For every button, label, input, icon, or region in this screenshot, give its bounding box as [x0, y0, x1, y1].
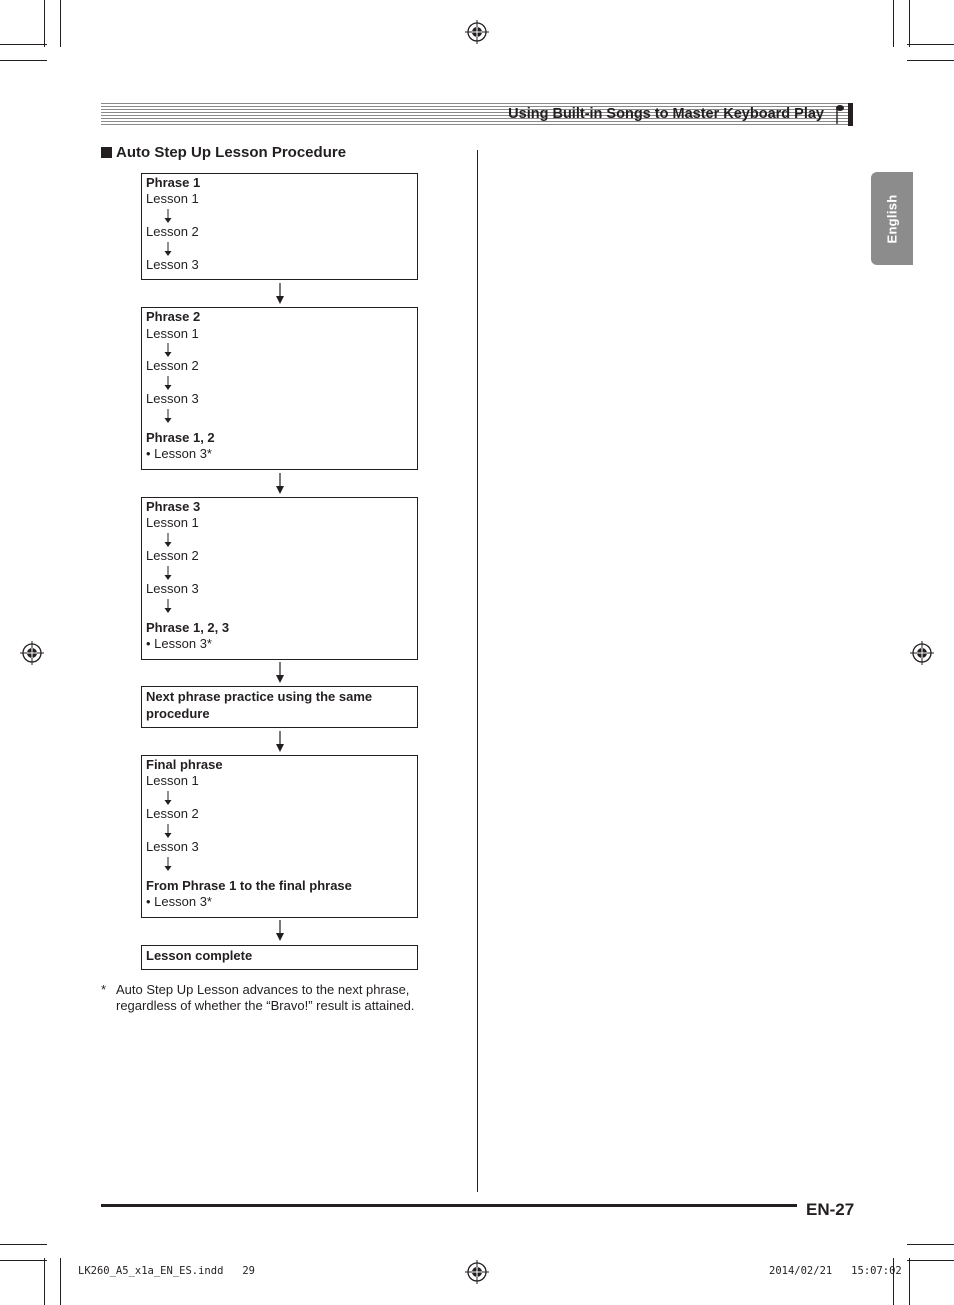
lesson-label: Lesson 2 [146, 806, 199, 821]
down-arrow-icon [162, 532, 174, 548]
running-header-title: Using Built-in Songs to Master Keyboard Play [508, 106, 824, 122]
crop-mark [0, 1260, 47, 1261]
column-divider [477, 150, 478, 1192]
box-subtitle: Phrase 1, 2 [146, 430, 215, 445]
registration-mark-icon [910, 641, 934, 665]
crop-mark [909, 1258, 910, 1305]
footnote-marker: * [101, 982, 107, 997]
crop-mark [0, 60, 47, 61]
lesson-label: Lesson 2 [146, 548, 199, 563]
lesson-label: Lesson 3 [146, 391, 199, 406]
header-end-bar [848, 103, 853, 126]
down-arrow-icon [273, 473, 287, 495]
down-arrow-icon [162, 408, 174, 424]
down-arrow-icon [162, 598, 174, 614]
down-arrow-icon [162, 823, 174, 839]
page-number: EN-27 [806, 1200, 855, 1219]
box-title: Lesson complete [146, 948, 253, 963]
lesson-label: Lesson 3 [146, 839, 199, 854]
section-title-text: Auto Step Up Lesson Procedure [116, 144, 347, 161]
down-arrow-icon [273, 283, 287, 305]
down-arrow-icon [162, 790, 174, 806]
language-tab-label: English [884, 193, 900, 244]
lesson-label: Lesson 3 [146, 257, 199, 272]
down-arrow-icon [162, 565, 174, 581]
box-title: Phrase 1 [146, 175, 201, 190]
language-tab [871, 172, 913, 265]
lesson-label: Lesson 1 [146, 773, 199, 788]
box-title: Phrase 2 [146, 309, 201, 324]
music-note-icon [831, 104, 847, 126]
crop-mark [60, 0, 61, 47]
slug-timestamp: 2014/02/21 15:07:02 [769, 1265, 902, 1277]
crop-mark [60, 1258, 61, 1305]
box-text-line: procedure [146, 706, 210, 721]
lesson-label: Lesson 1 [146, 326, 199, 341]
section-title [101, 144, 346, 162]
box-title: Phrase 3 [146, 499, 201, 514]
crop-mark [907, 1260, 954, 1261]
registration-mark-icon [465, 20, 489, 44]
bullet-item: • Lesson 3* [146, 636, 212, 651]
slug-filename: LK260_A5_x1a_EN_ES.indd 29 [78, 1265, 256, 1277]
square-bullet-icon [101, 147, 112, 158]
down-arrow-icon [162, 375, 174, 391]
box-subtitle: Phrase 1, 2, 3 [146, 620, 230, 635]
box-subtitle: From Phrase 1 to the final phrase [146, 878, 352, 893]
registration-mark-icon [20, 641, 44, 665]
lesson-label: Lesson 1 [146, 515, 199, 530]
lesson-label: Lesson 2 [146, 358, 199, 373]
box-title: Final phrase [146, 757, 223, 772]
down-arrow-icon [273, 662, 287, 684]
down-arrow-icon [162, 208, 174, 224]
footer-rule [101, 1204, 797, 1207]
lesson-label: Lesson 2 [146, 224, 199, 239]
crop-mark [907, 60, 954, 61]
down-arrow-icon [162, 342, 174, 358]
box-text-line: Next phrase practice using the same [146, 689, 373, 704]
crop-mark [893, 0, 894, 47]
crop-mark [44, 0, 45, 47]
crop-mark [909, 0, 910, 47]
down-arrow-icon [273, 920, 287, 942]
bullet-item: • Lesson 3* [146, 446, 212, 461]
down-arrow-icon [273, 731, 287, 753]
crop-mark [907, 1244, 954, 1245]
bullet-item: • Lesson 3* [146, 894, 212, 909]
crop-mark [44, 1258, 45, 1305]
down-arrow-icon [162, 241, 174, 257]
lesson-label: Lesson 1 [146, 191, 199, 206]
crop-mark [0, 44, 47, 45]
footnote-line: regardless of whether the “Bravo!” result is attained. [116, 998, 415, 1013]
crop-mark [0, 1244, 47, 1245]
footnote-line: Auto Step Up Lesson advances to the next phrase, [116, 982, 410, 997]
registration-mark-icon [465, 1260, 489, 1284]
lesson-label: Lesson 3 [146, 581, 199, 596]
down-arrow-icon [162, 856, 174, 872]
crop-mark [907, 44, 954, 45]
